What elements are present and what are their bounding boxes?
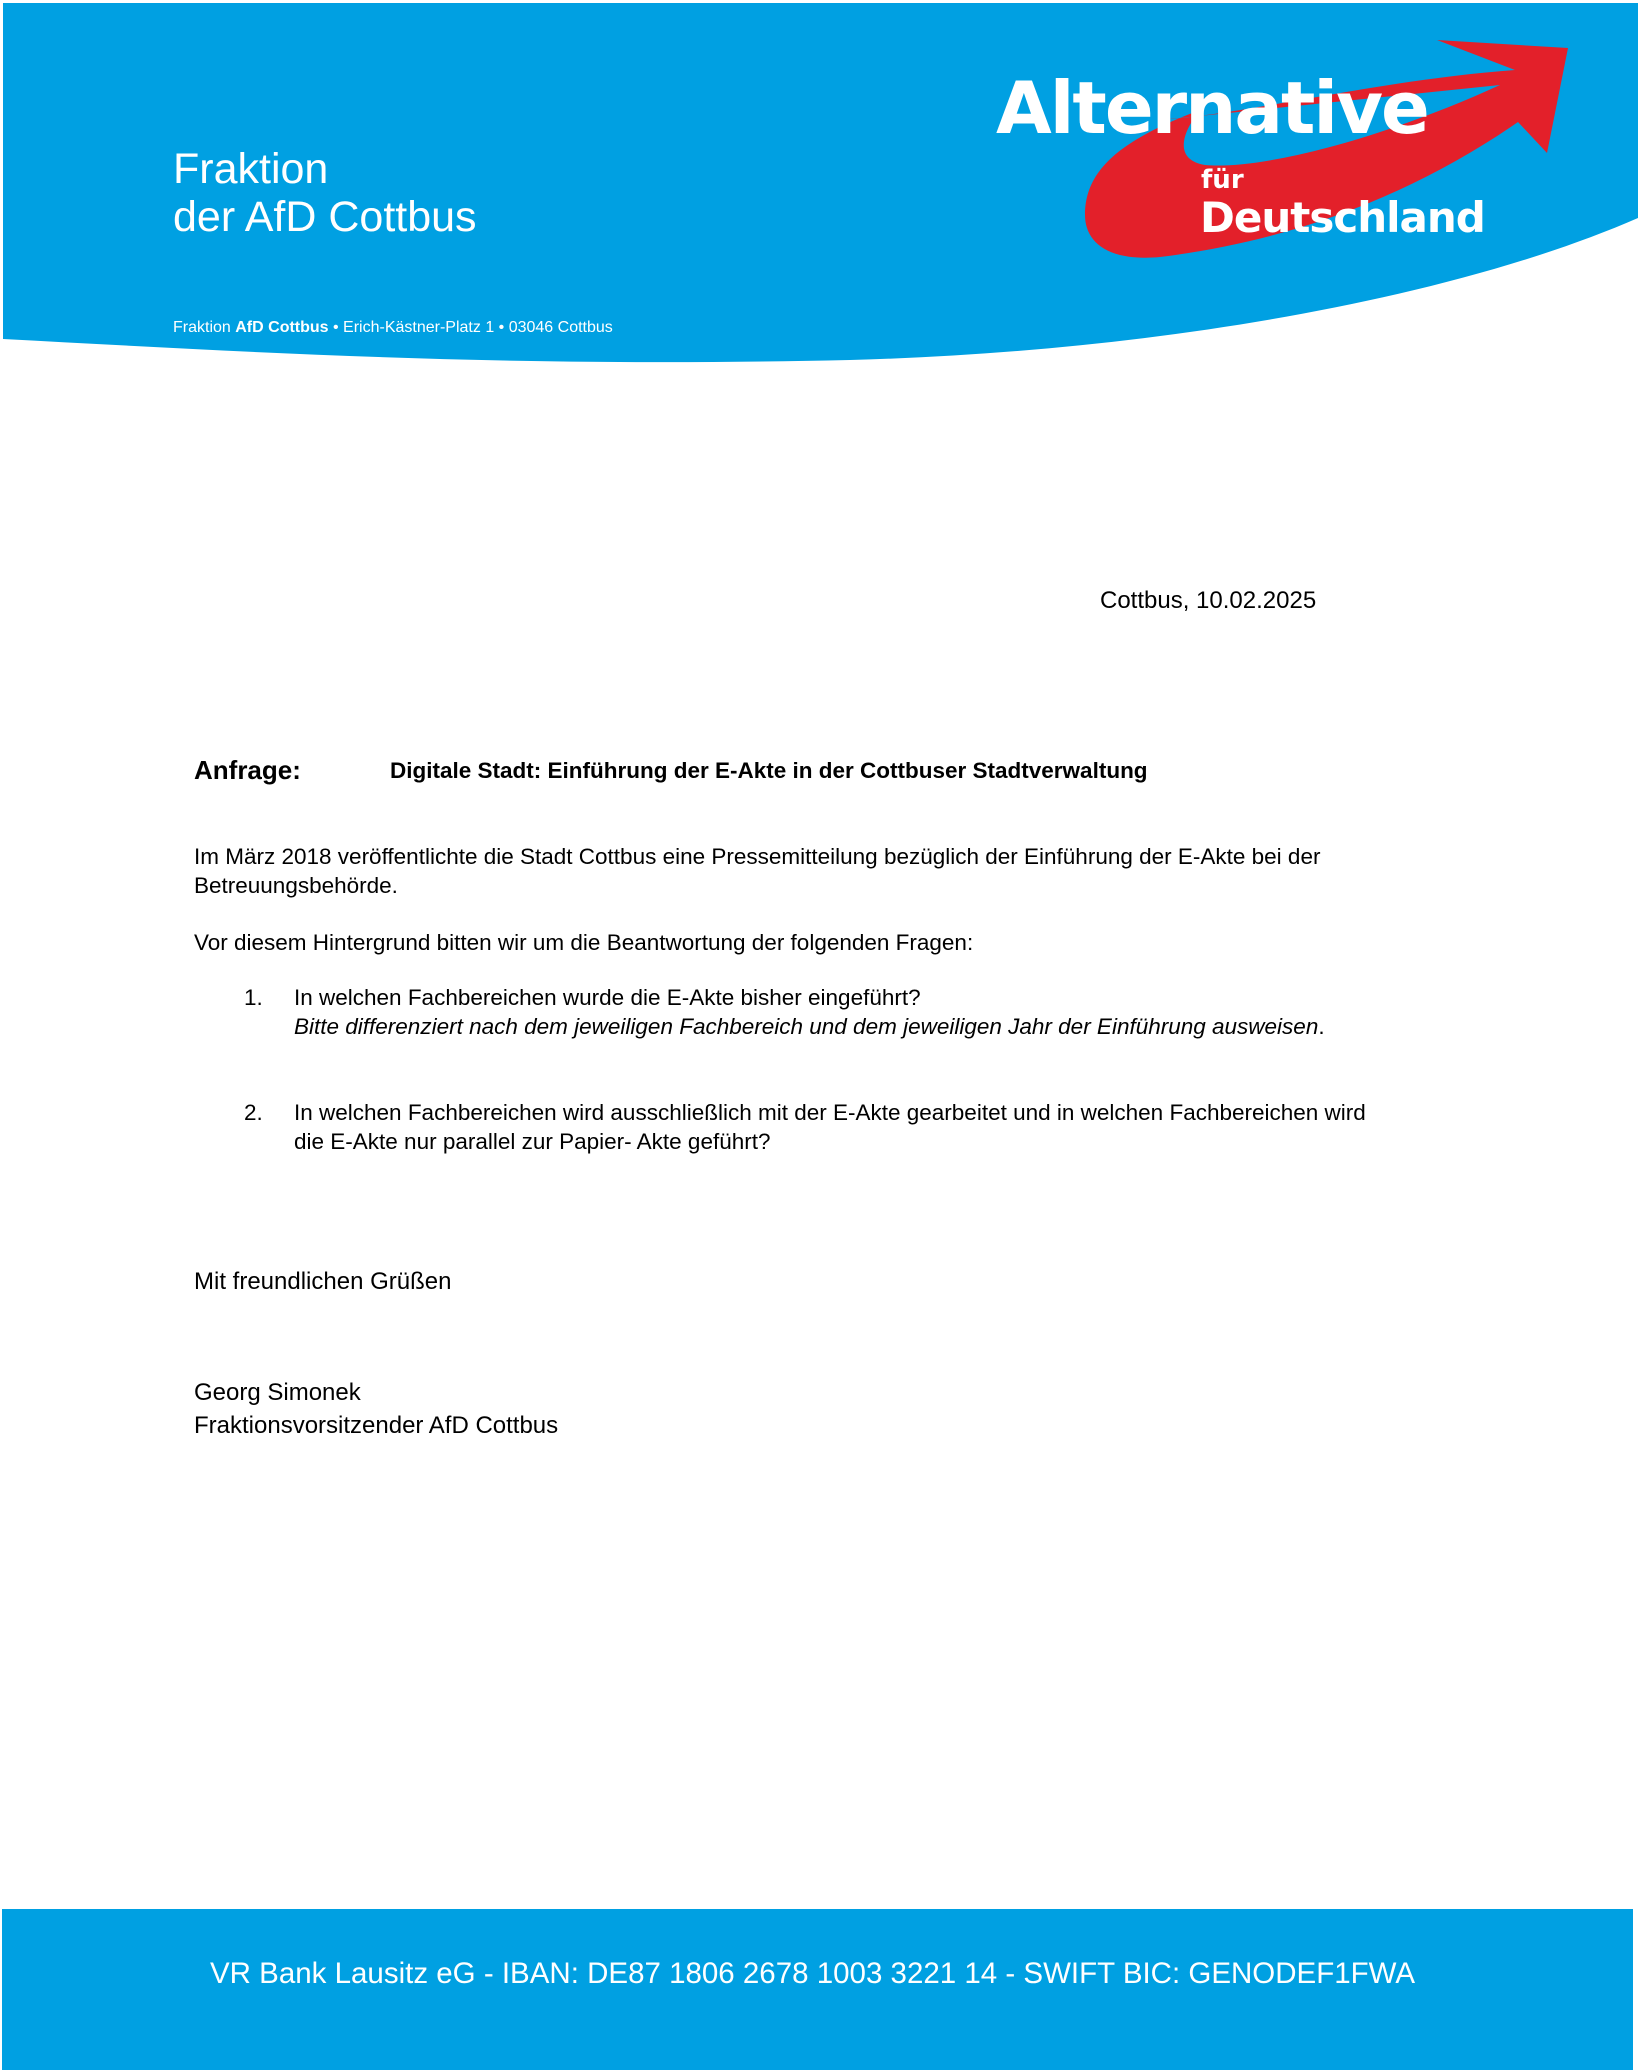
intro-paragraph: Im März 2018 veröffentlichte die Stadt Cottbus eine Pressemitteilung bezüglich der Einführung der E-Akte bei der Betreuungsbehörde. xyxy=(194,844,1321,898)
question-text: In welchen Fachbereichen wird ausschließlich mit der E-Akte gearbeitet und in welchen Fachbereichen wird die E-Akte nur parallel zur Papier- Akte geführt? xyxy=(294,1100,1366,1154)
header-address xyxy=(173,318,613,338)
address-prefix: Fraktion xyxy=(173,319,236,336)
letter-date: Cottbus, 10.02.2025 xyxy=(1100,587,1317,614)
signature-title: Fraktionsvorsitzender AfD Cottbus xyxy=(194,1412,559,1439)
address-rest: • Erich-Kästner-Platz 1 • 03046 Cottbus xyxy=(328,319,613,336)
logo-word-alternative: Alternative xyxy=(996,66,1428,150)
header-title-line2: der AfD Cottbus xyxy=(173,193,477,241)
lead-in-paragraph: Vor diesem Hintergrund bitten wir um die Beantwortung der folgenden Fragen: xyxy=(194,930,974,955)
question-main: In welchen Fachbereichen wurde die E-Akte bisher eingeführt? xyxy=(294,985,921,1010)
logo-word-deutschland: Deutschland xyxy=(1200,193,1485,242)
question-note-end: . xyxy=(1318,1013,1325,1039)
question-note xyxy=(294,1013,1444,1042)
question-number: 2. xyxy=(244,1100,263,1125)
footer-banner xyxy=(2,1909,1633,2070)
address-bold: AfD Cottbus xyxy=(235,319,329,336)
signature-name: Georg Simonek xyxy=(194,1379,361,1406)
footer-bank-info: VR Bank Lausitz eG - IBAN: DE87 1806 2678 1003 3221 14 - SWIFT BIC: GENODEF1FWA xyxy=(210,1957,1416,1990)
question-note-italic: Bitte differenziert nach dem jeweiligen Fachbereich und dem jeweiligen Jahr der Einführung ausweisen xyxy=(294,1013,1319,1039)
logo-word-fuer: für xyxy=(1201,165,1244,195)
question-text xyxy=(294,984,1444,1041)
closing-salutation: Mit freundlichen Grüßen xyxy=(194,1268,452,1295)
subject-text: Digitale Stadt: Einführung der E-Akte in der Cottbuser Stadtverwaltung xyxy=(390,758,1148,783)
subject-label: Anfrage: xyxy=(194,755,301,785)
header-title-line1: Fraktion xyxy=(173,145,329,193)
question-number: 1. xyxy=(244,985,263,1010)
